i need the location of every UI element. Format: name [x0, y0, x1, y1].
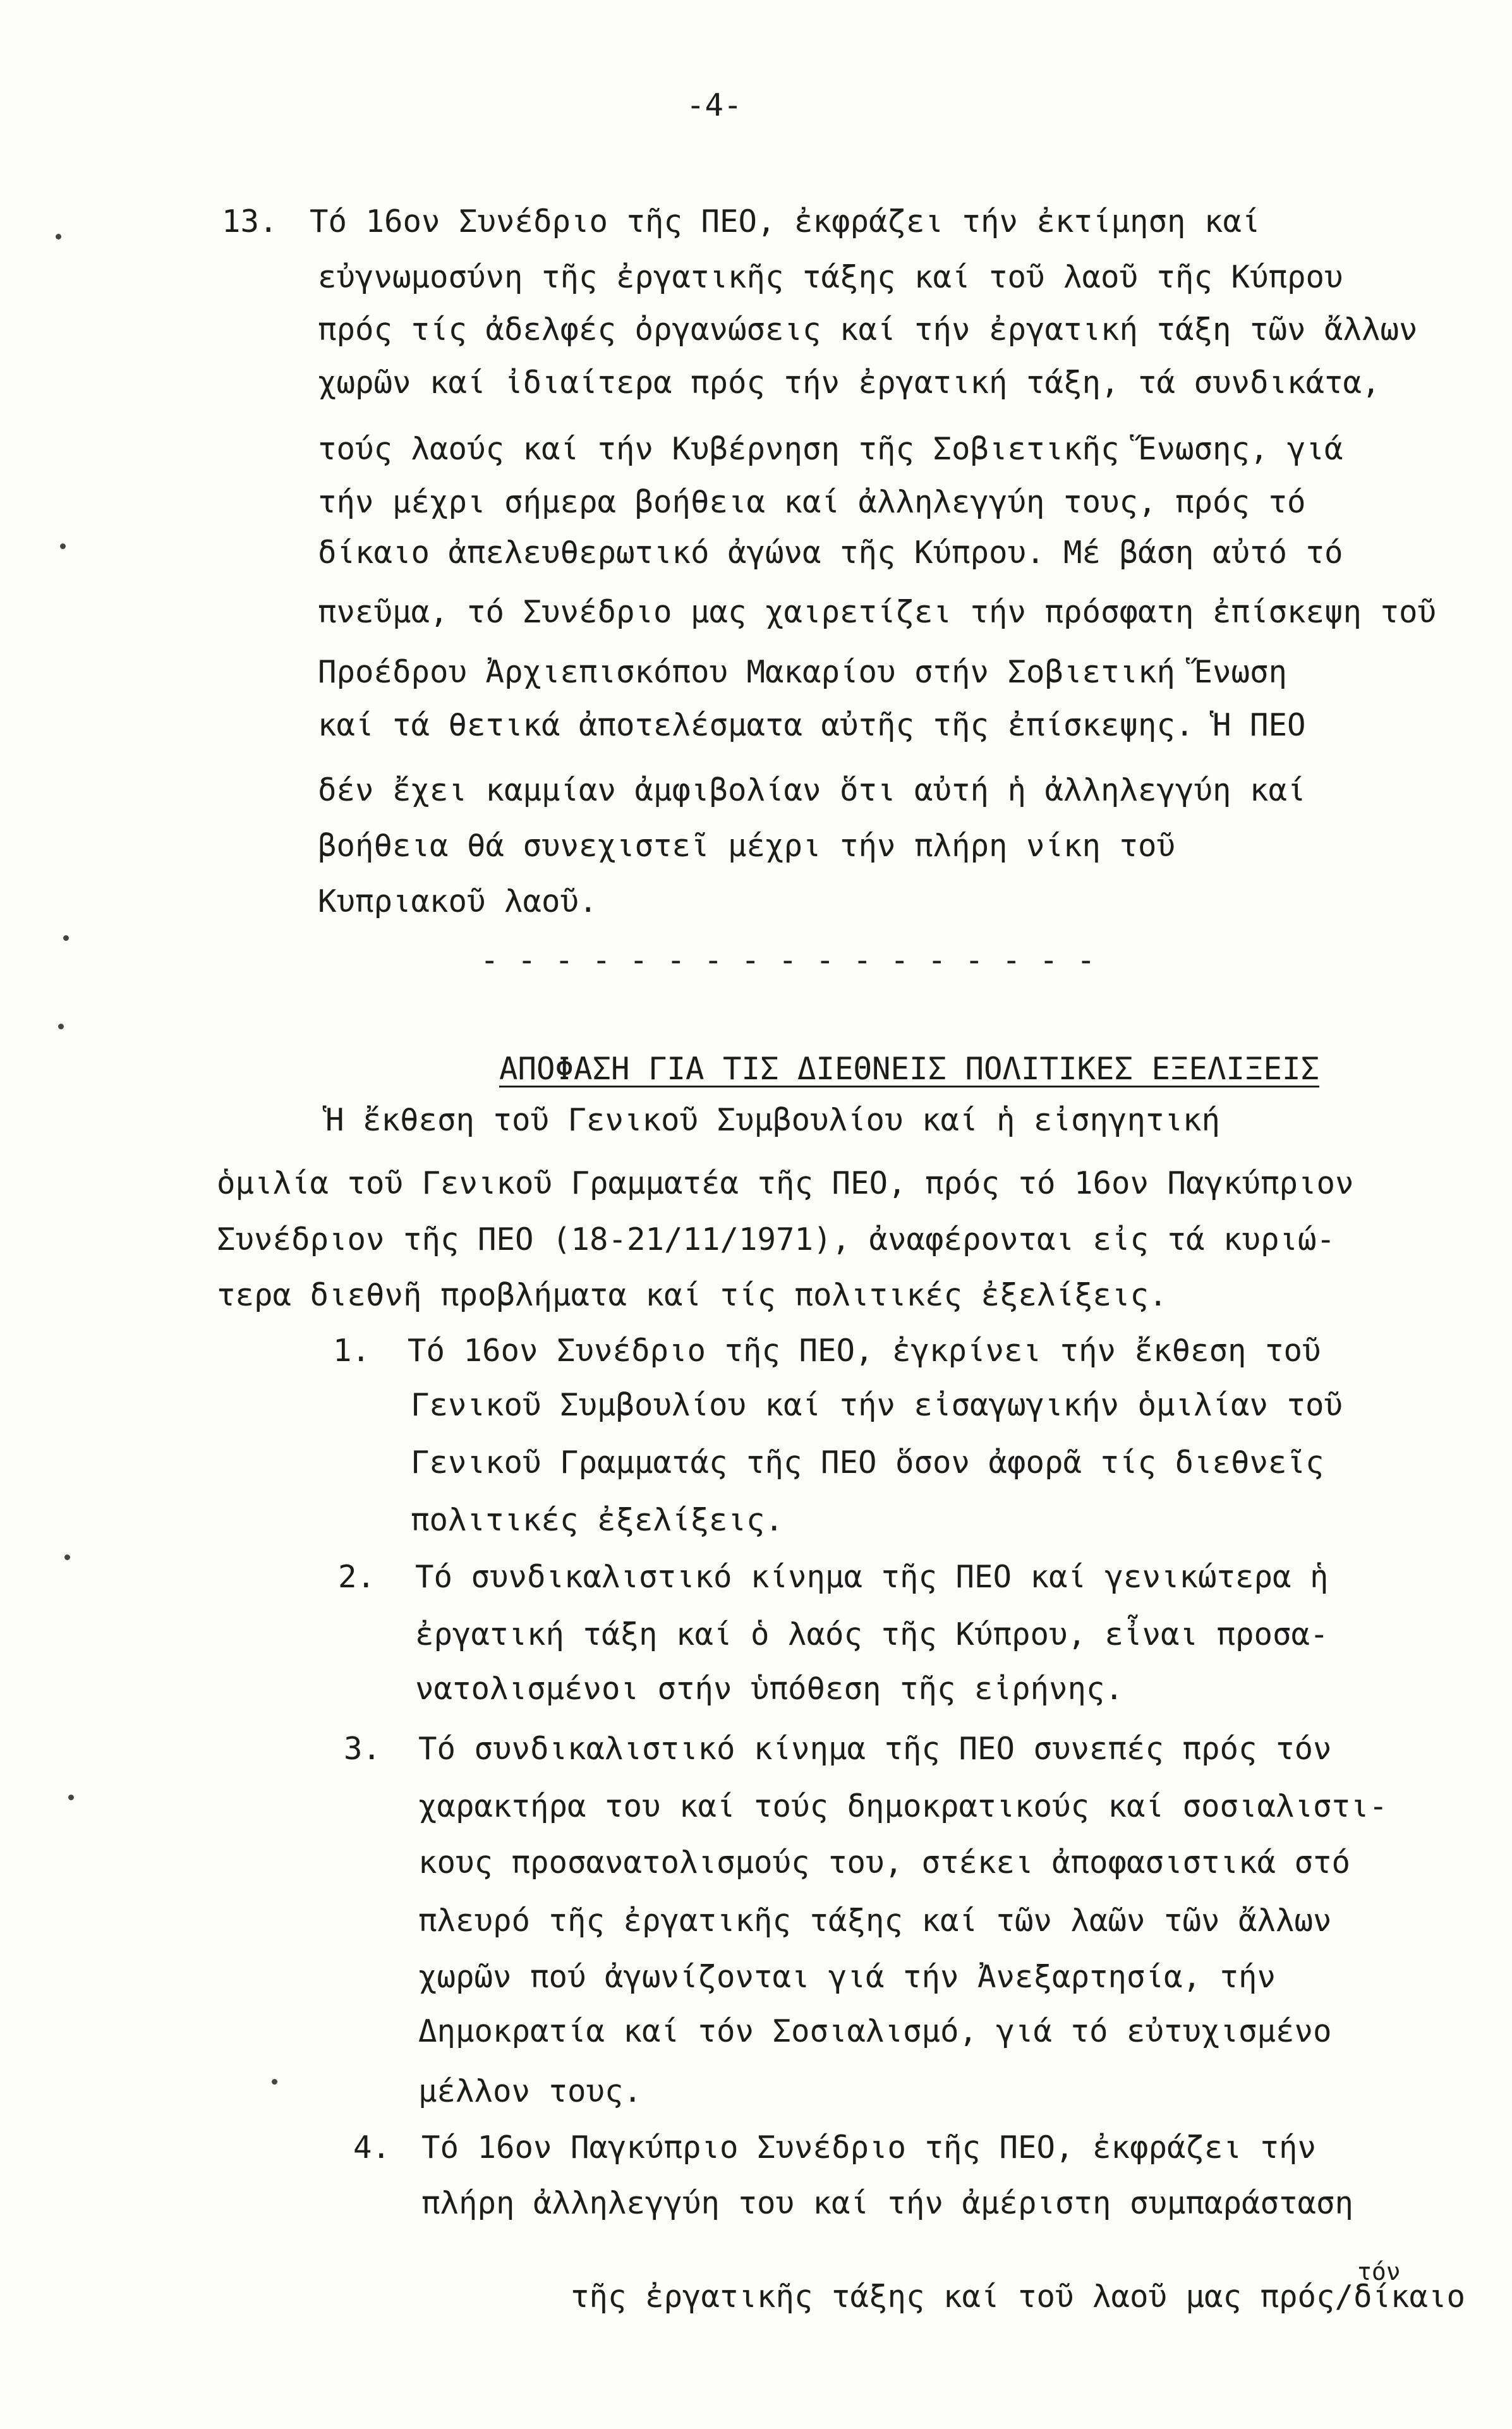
scan-speck [58, 1024, 64, 1029]
text-line: Γενικοῦ Γραμματάς τῆς ΠΕΟ ὅσον ἀφορᾶ τίς διεθνεῖς [411, 1445, 1324, 1481]
scan-speck [272, 2079, 277, 2085]
text-line: τήν μέχρι σήμερα βοήθεια καί ἀλληλεγγύη τους, πρός τό [318, 484, 1306, 520]
text-line: βοήθεια θά συνεχιστεῖ μέχρι τήν πλήρη νίκη τοῦ [318, 828, 1176, 864]
item-number: 1. [333, 1333, 371, 1369]
text-line: Τό συνδικαλιστικό κίνημα τῆς ΠΕΟ συνεπές πρός τόν [418, 1731, 1332, 1767]
text-line: Κυπριακοῦ λαοῦ. [318, 883, 598, 919]
text-line: κους προσανατολισμούς του, στέκει ἀποφασιστικά στό [418, 1844, 1351, 1881]
text-line: δέν ἔχει καμμίαν ἀμφιβολίαν ὅτι αὐτή ἡ ἀλληλεγγύη καί [318, 772, 1306, 808]
text-line: τούς λαούς καί τήν Κυβέρνηση τῆς Σοβιετικῆς Ἕνωσης, γιά [318, 431, 1343, 467]
scan-speck [64, 1554, 70, 1560]
text-line: Προέδρου Ἀρχιεπισκόπου Μακαρίου στήν Σοβιετική Ἕνωση [318, 654, 1288, 690]
text-before-insertion: τῆς ἐργατικῆς τάξης καί τοῦ λαοῦ μας πρός/ [571, 2279, 1354, 2315]
intro-line: Ἡ ἔκθεση τοῦ Γενικοῦ Συμβουλίου καί ἡ εἰσηγητική [325, 1102, 1221, 1138]
text-line: Γενικοῦ Συμβουλίου καί τήν εἰσαγωγικήν ὁμιλίαν τοῦ [411, 1387, 1343, 1423]
section-heading: ΑΠΟΦΑΣΗ ΓΙΑ ΤΙΣ ΔΙΕΘΝΕΙΣ ΠΟΛΙΤΙΚΕΣ ΕΞΕΛΙΞΕΙΣ [499, 1051, 1320, 1087]
inserted-word: τόν [1357, 2258, 1401, 2286]
text-line: Δημοκρατία καί τόν Σοσιαλισμό, γιά τό εὐτυχισμένο [418, 2013, 1332, 2049]
scan-speck [68, 1795, 74, 1800]
text-line: Τό 16ον Συνέδριο τῆς ΠΕΟ, ἐγκρίνει τήν ἔκθεση τοῦ [408, 1333, 1321, 1369]
text-line: Τό 16ον Συνέδριο τῆς ΠΕΟ, ἐκφράζει τήν ἐκτίμηση καί [310, 203, 1261, 239]
section-number: 13. [222, 203, 278, 239]
text-line: χωρῶν καί ἰδιαίτερα πρός τήν ἐργατική τάξη, τά συνδικάτα, [318, 365, 1381, 401]
item-number: 4. [353, 2129, 391, 2166]
text-line: πλήρη ἀλληλεγγύη του καί τήν ἀμέριστη συμπαράσταση [421, 2185, 1354, 2221]
text-line: πλευρό τῆς ἐργατικῆς τάξης καί τῶν λαῶν τῶν ἄλλων [418, 1903, 1332, 1939]
item-number: 2. [338, 1559, 376, 1595]
text-line: μέλλον τους. [418, 2073, 643, 2109]
intro-line: ὁμιλία τοῦ Γενικοῦ Γραμματέα τῆς ΠΕΟ, πρός τό 16ον Παγκύπριον [217, 1165, 1354, 1201]
intro-line: Συνέδριον τῆς ΠΕΟ (18-21/11/1971), ἀναφέρονται εἰς τά κυριώ- [217, 1221, 1336, 1257]
text-line: πρός τίς ἀδελφές ὀργανώσεις καί τήν ἐργατική τάξη τῶν ἄλλων [318, 312, 1418, 348]
text-line: καί τά θετικά ἀποτελέσματα αὐτῆς τῆς ἐπίσκεψης. Ἡ ΠΕΟ [318, 707, 1306, 743]
item-number: 3. [344, 1731, 382, 1767]
intro-line: τερα διεθνῆ προβλήματα καί τίς πολιτικές ἐξελίξεις. [217, 1277, 1168, 1313]
text-line: νατολισμένοι στήν ὑπόθεση τῆς εἰρήνης. [415, 1671, 1124, 1707]
scan-speck [60, 543, 66, 549]
text-after-insertion: δίκαιο [1353, 2279, 1466, 2315]
text-line: χωρῶν πού ἀγωνίζονται γιά τήν Ἀνεξαρτησία, τήν [418, 1959, 1276, 1995]
text-line: εὐγνωμοσύνη τῆς ἐργατικῆς τάξης καί τοῦ λαοῦ τῆς Κύπρου [318, 259, 1343, 295]
text-line-with-insertion [421, 2240, 1466, 2315]
text-line: ἐργατική τάξη καί ὁ λαός τῆς Κύπρου, εἶναι προσα- [415, 1616, 1329, 1652]
text-line: πολιτικές ἐξελίξεις. [411, 1502, 784, 1538]
text-line: Τό συνδικαλιστικό κίνημα τῆς ΠΕΟ καί γενικώτερα ἡ [415, 1559, 1329, 1595]
page-number: -4- [686, 87, 742, 123]
text-line: Τό 16ον Παγκύπριο Συνέδριο τῆς ΠΕΟ, ἐκφράζει τήν [421, 2129, 1317, 2166]
text-line: πνεῦμα, τό Συνέδριο μας χαιρετίζει τήν πρόσφατη ἐπίσκεψη τοῦ [318, 594, 1437, 630]
scan-speck [63, 935, 69, 941]
scan-speck [56, 234, 61, 239]
separator-line: - - - - - - - - - - - - - - - - - [480, 942, 1096, 978]
text-line: χαρακτήρα του καί τούς δημοκρατικούς καί σοσιαλιστι- [418, 1788, 1388, 1824]
text-line: δίκαιο ἀπελευθερωτικό ἀγώνα τῆς Κύπρου. Μέ βάση αὐτό τό [318, 535, 1343, 571]
